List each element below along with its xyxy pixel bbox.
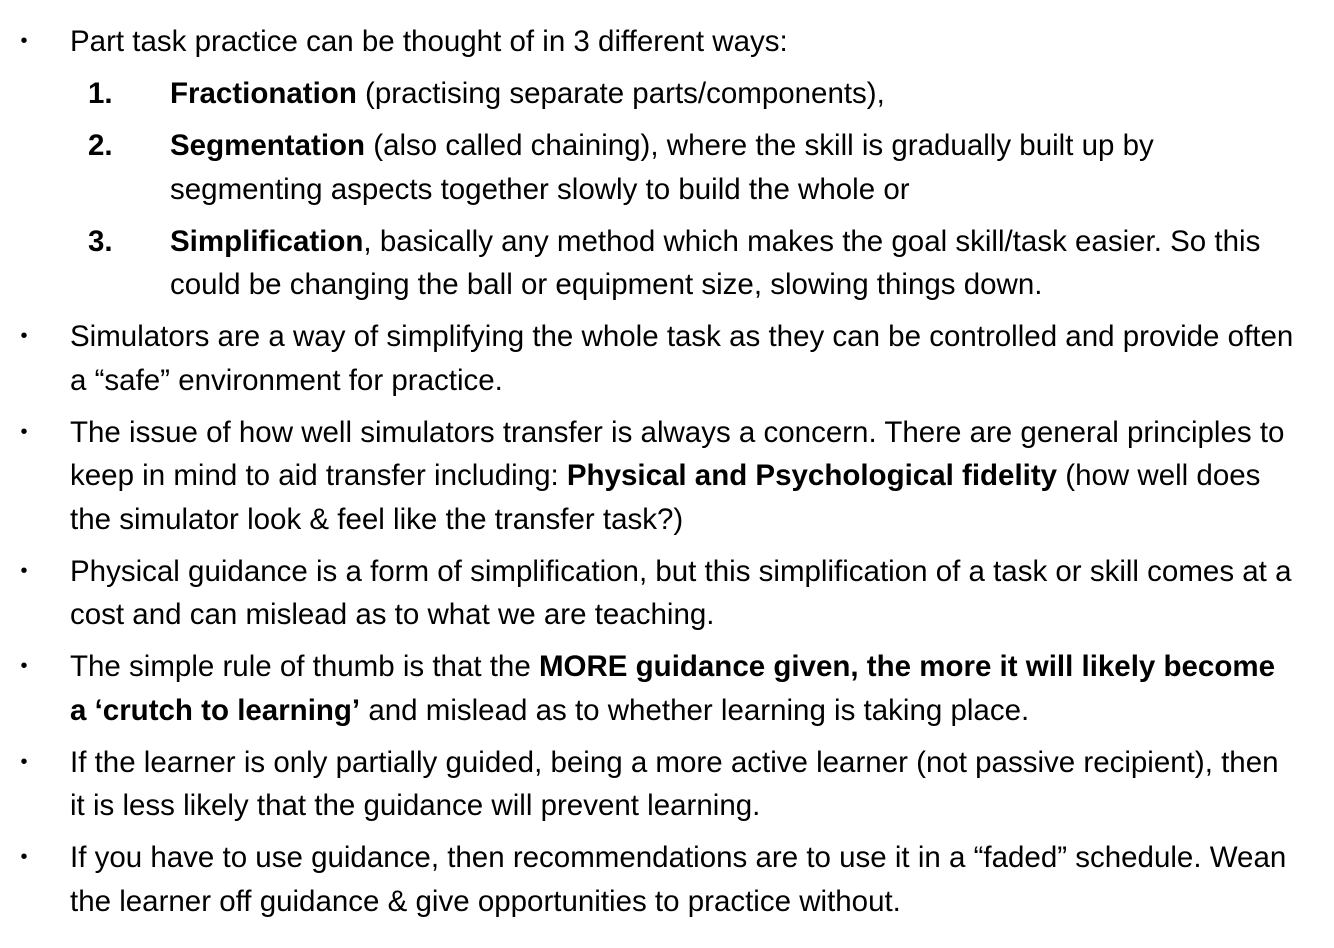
bullet-text-bold: MORE guidance given, the more it will likely become a ‘crutch to learning’: [70, 650, 1275, 727]
bullet-text-pre: The issue of how well simulators transfer is always a concern. There are general principles to keep in mind to aid transfer including:: [70, 415, 1285, 492]
bullet-marker: •: [20, 30, 28, 52]
numbered-item-simplification: [70, 220, 1298, 307]
bullet-text: Physical guidance is a form of simplification, but this simplification of a task or skill comes at a cost and can mislead as to what we are teaching.: [70, 554, 1292, 631]
bullet-text: Part task practice can be thought of in 3 different ways:: [70, 25, 788, 58]
term-description: , basically any method which makes the goal skill/task easier. So this could be changing the ball or equipment size, slowing things down.: [170, 224, 1261, 301]
bullet-text-pre: The simple rule of thumb is that the: [70, 650, 539, 683]
numbered-item-fractionation: [70, 72, 1298, 116]
bullet-list: [0, 20, 1334, 923]
bullet-item-partial-guidance: [0, 741, 1334, 828]
bullet-marker: •: [20, 559, 28, 582]
bullet-marker: •: [20, 325, 28, 347]
item-number: 1.: [88, 77, 113, 110]
bullet-item-part-task: [0, 20, 1334, 307]
bullet-item-transfer: [0, 411, 1334, 542]
item-number: 2.: [88, 129, 113, 162]
term-bold: Fractionation: [170, 77, 357, 110]
bullet-text-post: (how well does the simulator look & feel like the transfer task?): [70, 459, 1261, 536]
bullet-text-post: and mislead as to whether learning is taking place.: [360, 693, 1030, 727]
numbered-item-segmentation: [70, 124, 1298, 211]
numbered-list: [70, 72, 1298, 307]
bullet-item-faded-schedule: [0, 836, 1334, 923]
item-number: 3.: [88, 224, 113, 258]
bullet-text: If you have to use guidance, then recommendations are to use it in a “faded” schedule. Wean the learner off guidance & give opportunities to practice without.: [70, 841, 1287, 918]
bullet-marker: •: [20, 750, 28, 773]
bullet-item-rule-of-thumb: [0, 645, 1334, 732]
bullet-marker: •: [20, 420, 28, 443]
term-description: (also called chaining), where the skill is gradually built up by segmenting aspects together slowly to build the whole or: [170, 129, 1154, 206]
bullet-marker: •: [20, 846, 28, 868]
bullet-item-simulators: [0, 315, 1334, 402]
term-bold: Segmentation: [170, 129, 366, 162]
term-bold: Simplification: [170, 224, 364, 258]
bullet-text: Simulators are a way of simplifying the whole task as they can be controlled and provide often a “safe” environment for practice.: [70, 320, 1294, 397]
bullet-text: If the learner is only partially guided, being a more active learner (not passive recipient), then it is less likely that the guidance will prevent learning.: [70, 745, 1279, 822]
bullet-marker: •: [20, 655, 28, 677]
bullet-item-physical-guidance: [0, 550, 1334, 637]
term-description: (practising separate parts/components),: [356, 77, 885, 110]
bullet-text-bold: Physical and Psychological fidelity: [566, 459, 1058, 492]
